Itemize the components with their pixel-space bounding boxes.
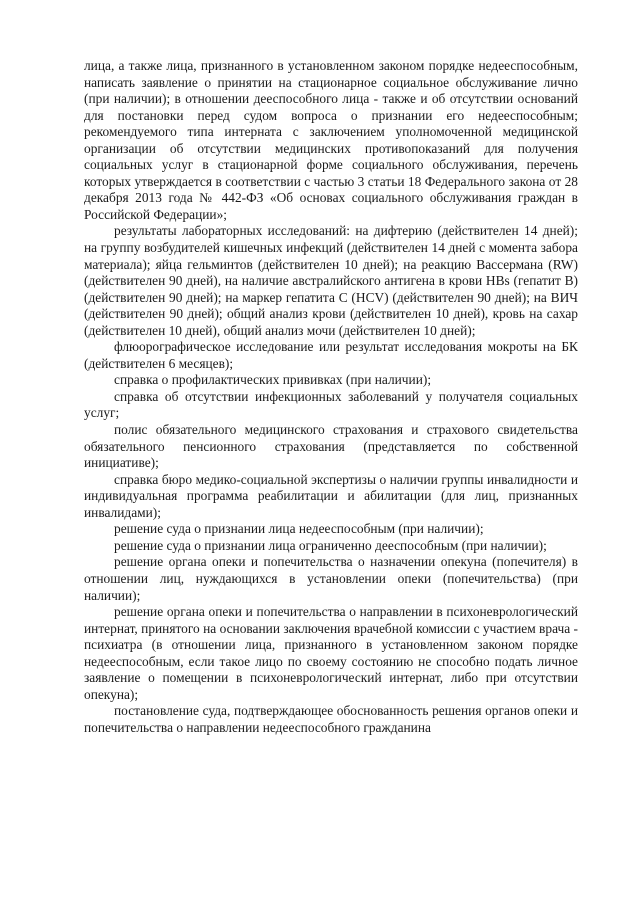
paragraph: решение органа опеки и попечительства о направлении в психоневрологический интернат, принятого на основании заключения врачебной комиссии с участием врача - психиатра (в отношении лица, признанного в установленном законом порядке недееспособным, если такое лицо по своему состоянию не способно подать личное заявление о помещении в психоневрологический интернат, либо при отсутствии опекуна);: [84, 604, 578, 702]
paragraph: решение органа опеки и попечительства о назначении опекуна (попечителя) в отношении лиц, нуждающихся в установлении опеки (попечительства) (при наличии);: [84, 554, 578, 603]
paragraph: полис обязательного медицинского страхования и страхового свидетельства обязательного пенсионного страхования (представляется по собственной инициативе);: [84, 422, 578, 471]
paragraph: справка о профилактических прививках (при наличии);: [114, 372, 432, 388]
paragraph: справка бюро медико-социальной экспертизы о наличии группы инвалидности и индивидуальная программа реабилитации и абилитации (для лиц, признанных инвалидами);: [84, 471, 578, 520]
paragraph: решение суда о признании лица недееспособным (при наличии);: [114, 521, 484, 537]
paragraph: флюорографическое исследование или результат исследования мокроты на БК (действителен 6 месяцев);: [84, 339, 578, 371]
paragraph: постановление суда, подтверждающее обоснованность решения органов опеки и попечительства о направлении недееспособного гражданина: [84, 703, 578, 735]
paragraph: результаты лабораторных исследований: на дифтерию (действителен 14 дней); на группу возбудителей кишечных инфекций (действителен 14 дней с момента забора материала); яйца гельминтов (действителен 10 дней); на реакцию Вассермана (RW) (действителен 90 дней), на наличие австралийского антигена в крови HBs (гепатит В) (действителен 90 дней); на маркер гепатита С (HCV) (действителен 90 дней); на ВИЧ (действителен 90 дней); общий анализ крови (действителен 10 дней), кровь на сахар (действителен 10 дней), общий анализ мочи (действителен 10 дней);: [84, 223, 578, 338]
document-body: [84, 58, 578, 736]
paragraph: решение суда о признании лица ограниченно дееспособным (при наличии);: [114, 537, 547, 553]
paragraph: лица, а также лица, признанного в установленном законом порядке недееспособным, написать заявление о принятии на стационарное социальное обслуживание лично (при наличии); в отношении дееспособного лица - также и об отсутствии оснований для постановки перед судом вопроса о признании его недееспособным; рекомендуемого типа интерната с заключением уполномоченной медицинской организации об отсутствии медицинских противопоказаний для получения социальных услуг в стационарной форме социального обслуживания, перечень которых утверждается в соответствии с частью 3 статьи 18 Федерального закона от 28 декабря 2013 года № 442-ФЗ «Об основах социального обслуживания граждан в Российской Федерации»;: [84, 58, 578, 222]
paragraph: справка об отсутствии инфекционных заболеваний у получателя социальных услуг;: [84, 388, 578, 421]
